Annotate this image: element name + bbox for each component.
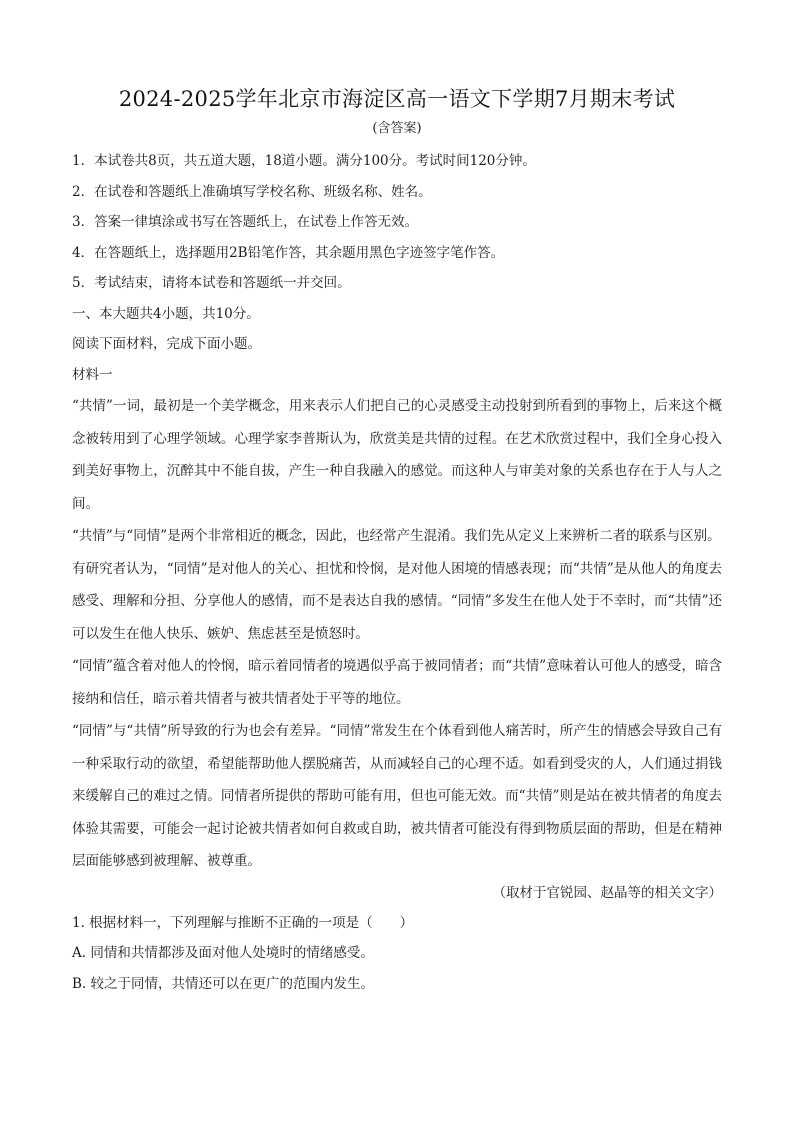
- question-option: A. 同情和共情都涉及面对他人处境时的情绪感受。: [72, 945, 374, 961]
- instructions-list: [72, 146, 722, 299]
- material-label: 材料一: [72, 366, 113, 383]
- question-option: B. 较之于同情，共情还可以在更广的范围内发生。: [72, 975, 375, 992]
- exam-subtitle: (含答案): [372, 121, 422, 136]
- exam-page: [72, 84, 722, 999]
- material-paragraph: “共情”与“同情”是两个非常相近的概念，因此，也经常产生混淆。我们先从定义上来辨析二者的联系与区别。: [72, 528, 721, 544]
- exam-title: 2024-2025学年北京市海淀区高一语文下学期7月期末考试: [118, 87, 676, 111]
- question-stem: 1. 根据材料一，下列理解与推断不正确的一项是（ ）: [72, 914, 414, 931]
- material-paragraph: 有研究者认为，“同情”是对他人的关心、担忧和怜悯，是对他人困境的情感表现；而“共情”是从他人的角度去感受、理解和分担、分享他人的感情，而不是表达自我的感情。“同情”多发生在他人处于不幸时，而“共情”还可以发生在他人快乐、嫉妒、焦虑甚至是愤怒时。: [72, 560, 722, 642]
- material-paragraph: “共情”一词，最初是一个美学概念，用来表示人们把自己的心灵感受主动投射到所看到的事物上，后来这个概念被转用到了心理学领域。心理学家李普斯认为，欣赏美是共情的过程。在艺术欣赏过程中，我们全身心投入到美好事物上，沉醉其中不能自拔，产生一种自我融入的感觉。而这种人与审美对象的关系也存在于人与人之间。: [72, 398, 722, 512]
- instruction-item: 1．本试卷共8页，共五道大题，18道小题。满分100分。考试时间120分钟。: [72, 153, 536, 169]
- instruction-item: 3．答案一律填涂或书写在答题纸上，在试卷上作答无效。: [72, 214, 419, 230]
- section-heading: 一、本大题共4小题，共10分。: [72, 305, 260, 322]
- instruction-item: 4．在答题纸上，选择题用2B铅笔作答，其余题用黑色字迹签字笔作答。: [72, 244, 505, 261]
- material-body: [72, 390, 722, 878]
- instruction-item: 5．考试结束，请将本试卷和答题纸一并交回。: [72, 275, 351, 291]
- material-paragraph: “同情”与“共情”所导致的行为也会有差异。“同情”常发生在个体看到他人痛苦时，所产生的情感会导致自己有一种采取行动的欲望，希望能帮助他人摆脱痛苦，从而减轻自己的心理不适。如看到受灾的人，人们通过捐钱来缓解自己的难过之情。同情者所提供的帮助可能有用，但也可能无效。而“共情”则是站在被共情者的角度去体验其需要，可能会一起讨论被共情者如何自救或自助，被共情者可能没有得到物质层面的帮助，但是在精神层面能够感到被理解、被尊重。: [72, 723, 722, 869]
- reading-instruction: 阅读下面材料，完成下面小题。: [72, 336, 261, 352]
- material-paragraph: “同情”蕴含着对他人的怜悯，暗示着同情者的境遇似乎高于被同情者；而“共情”意味着认可他人的感受，暗含接纳和信任，暗示着共情者与被共情者处于平等的地位。: [72, 658, 722, 707]
- instruction-item: 2．在试卷和答题纸上准确填写学校名称、班级名称、姓名。: [72, 183, 432, 200]
- source-note: （取材于官锐园、赵晶等的相关文字）: [492, 884, 722, 901]
